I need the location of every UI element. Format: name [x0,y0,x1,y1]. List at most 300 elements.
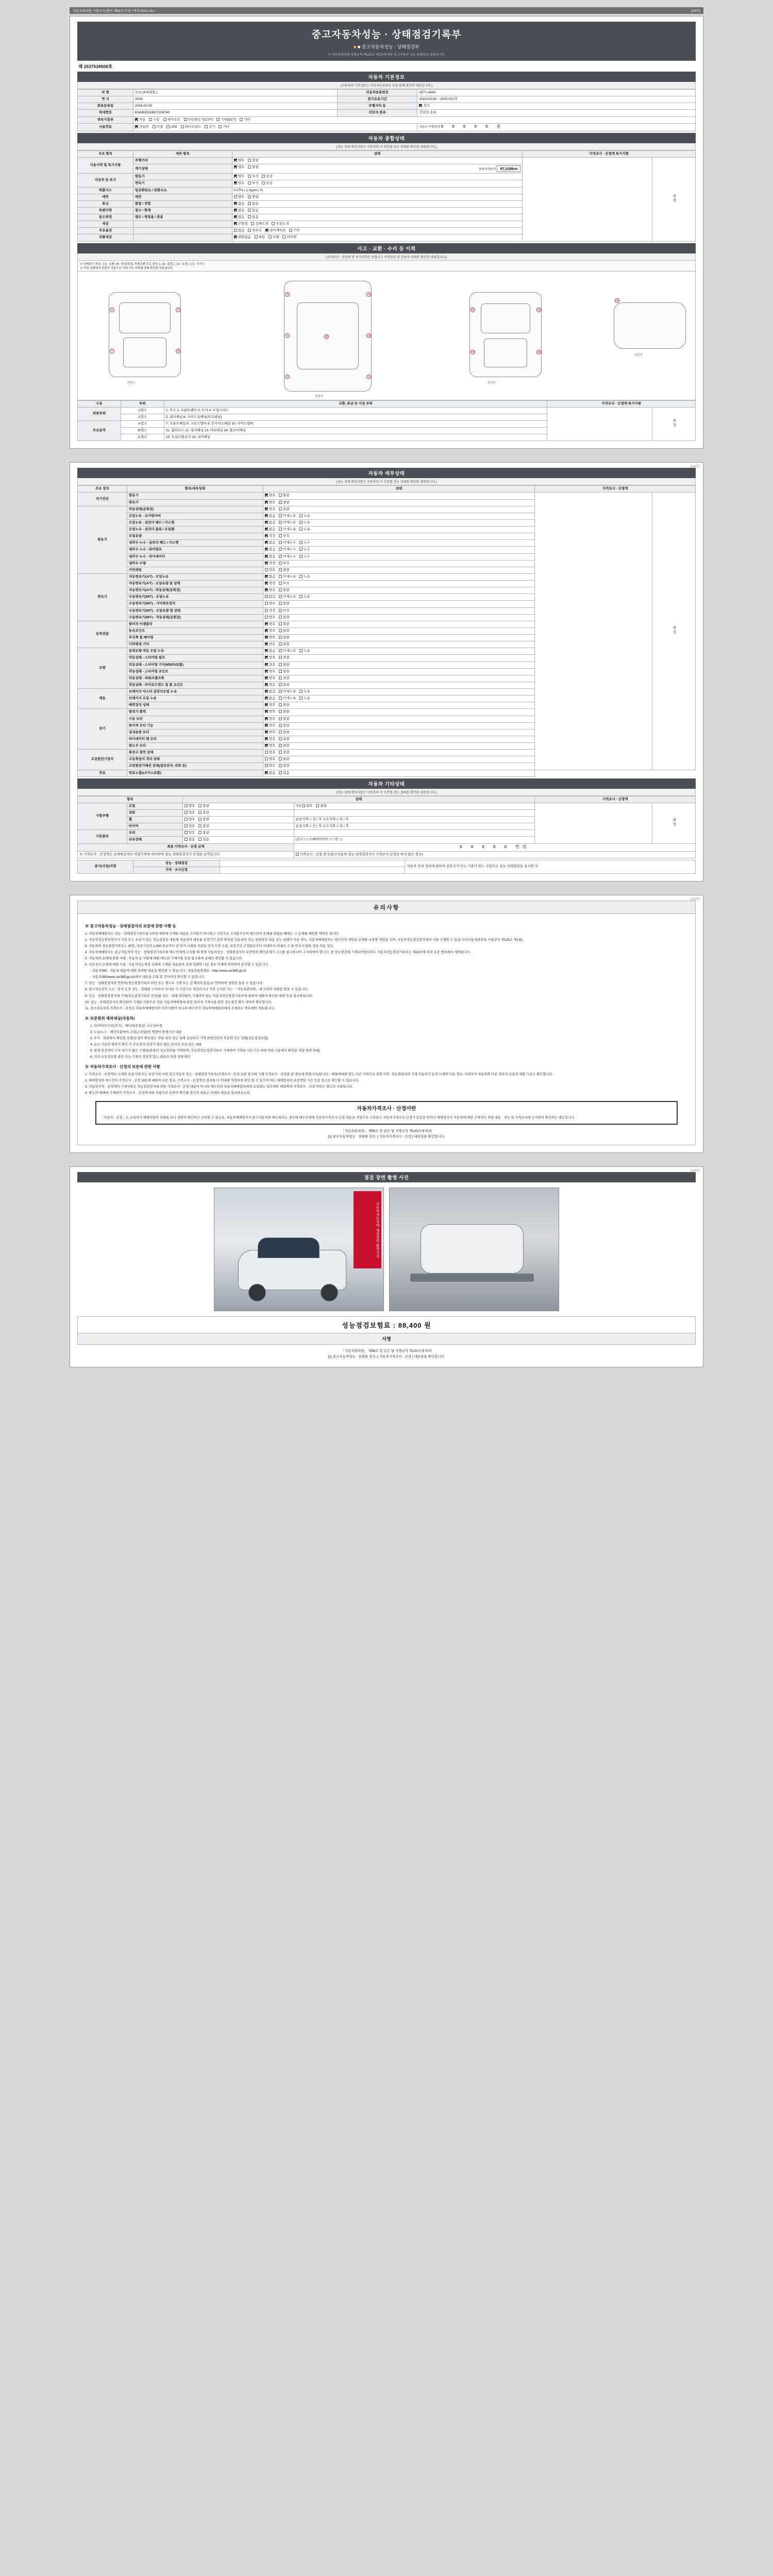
opt-ok[interactable]: 적정 [265,562,276,566]
checkbox-icon[interactable] [265,642,268,646]
checkbox-icon[interactable] [248,165,251,168]
checkbox-icon[interactable] [234,175,237,178]
checkbox-icon[interactable] [279,676,282,680]
checkbox-icon[interactable] [419,104,422,107]
checkbox-icon[interactable] [279,507,282,511]
opt-minor[interactable]: 미세누수 [279,555,296,559]
checkbox-icon[interactable] [265,229,268,232]
opt-good[interactable]: 양호 [265,724,276,728]
opt-bad[interactable]: 불량 [279,588,290,592]
opt-ok[interactable]: 적정 [265,582,276,586]
opt-good[interactable]: 양호 [265,494,276,498]
checkbox-icon[interactable] [265,541,268,544]
checkbox-icon[interactable] [279,690,282,693]
opt-yes[interactable]: 있음 [248,202,259,206]
opt-yes[interactable]: 있음 [198,838,209,842]
opt-kmcheck[interactable]: 검사 [419,104,430,108]
opt-electric[interactable]: 전기 [205,125,215,129]
opt-notdone[interactable]: 미이행 [282,235,296,240]
checkbox-icon[interactable] [265,636,268,639]
opt-na[interactable]: 해당없음 [234,235,251,240]
opt-good[interactable]: 양호 [234,195,245,199]
checkbox-icon[interactable] [184,118,187,121]
checkbox-icon[interactable] [299,697,303,700]
checkbox-icon[interactable] [279,697,282,700]
opt-bad[interactable]: 불량 [279,683,290,687]
opt-good[interactable]: 양호 [184,804,195,808]
opt-etc[interactable]: 기타 [240,118,250,122]
checkbox-icon[interactable] [262,175,265,178]
opt-leak[interactable]: 누유 [299,697,310,701]
checkbox-icon[interactable] [181,125,184,128]
checkbox-icon[interactable] [265,656,268,659]
checkbox-icon[interactable] [265,609,268,612]
checkbox-icon[interactable] [279,568,282,571]
opt-bad[interactable]: 불량 [279,494,290,498]
checkbox-icon[interactable] [234,165,237,168]
checkbox-icon[interactable] [289,229,292,232]
opt-leak[interactable]: 누유 [299,690,310,694]
checkbox-icon[interactable] [265,676,268,680]
opt-good[interactable]: 양호 [234,181,245,185]
opt-partpaint[interactable]: 부분도색 [272,222,289,226]
checkbox-icon[interactable] [279,534,282,537]
checkbox-icon[interactable] [234,235,237,239]
opt-minor[interactable]: 미세누유 [279,575,296,579]
checkbox-icon[interactable] [184,824,188,827]
opt-good[interactable]: 양호 [265,670,276,674]
opt-bad[interactable]: 불량 [279,744,290,748]
opt-bad[interactable]: 불량 [279,642,290,647]
opt-good[interactable]: 양호 [234,159,245,163]
checkbox-icon[interactable] [248,209,251,212]
opt-ok[interactable]: 적정 [265,609,276,613]
checkbox-icon[interactable] [279,616,282,619]
checkbox-icon[interactable] [265,562,268,565]
checkbox-icon[interactable] [265,724,268,727]
checkbox-icon[interactable] [279,595,282,598]
opt-good[interactable]: 양호 [184,811,195,815]
checkbox-icon[interactable] [135,125,138,128]
checkbox-icon[interactable] [265,582,268,585]
opt-none[interactable]: 없음 [265,690,276,694]
opt-none[interactable]: 없음 [265,697,276,701]
opt-good[interactable]: 양호 [265,588,276,592]
checkbox-icon[interactable] [316,804,319,807]
opt-none[interactable]: 없음 [265,548,276,552]
checkbox-icon[interactable] [265,710,268,713]
checkbox-icon[interactable] [149,118,152,121]
checkbox-icon[interactable] [234,181,237,184]
opt-bad[interactable]: 불량 [279,737,290,741]
checkbox-icon[interactable] [216,118,220,121]
checkbox-icon[interactable] [265,501,268,504]
checkbox-icon[interactable] [205,125,208,128]
checkbox-icon[interactable] [255,235,258,239]
opt-bad[interactable]: 불량 [279,656,290,660]
checkbox-icon[interactable] [184,818,188,821]
opt-none[interactable]: 없음 [265,649,276,653]
checkbox-icon[interactable] [265,507,268,511]
opt-bad[interactable]: 불량 [279,501,290,505]
opt-no-appraisal[interactable]: 가격조사 · 산정 불가(중고자동차 성능·상태점검자가 가격조사·산정을 하지 않은 경우) [296,853,423,857]
opt-bad[interactable]: 불량 [279,717,290,721]
checkbox-icon[interactable] [296,853,299,856]
checkbox-icon[interactable] [282,235,285,239]
checkbox-icon[interactable] [279,764,282,767]
checkbox-icon[interactable] [248,159,251,162]
opt-good[interactable]: 양호 [265,717,276,721]
opt-bad[interactable]: 불량 [279,764,290,768]
checkbox-icon[interactable] [279,636,282,639]
opt-good[interactable]: 양호 [265,710,276,714]
checkbox-icon[interactable] [248,215,251,218]
checkbox-icon[interactable] [299,595,303,598]
checkbox-icon[interactable] [265,771,268,774]
checkbox-icon[interactable] [279,771,282,774]
opt-yes[interactable]: 있음 [248,209,259,213]
opt-good[interactable]: 양호 [265,507,276,512]
opt-good[interactable]: 양호 [265,757,276,761]
checkbox-icon[interactable] [279,582,282,585]
checkbox-icon[interactable] [279,514,282,517]
opt-damaged[interactable]: 손상 [262,175,273,179]
opt-good[interactable]: 양호 [265,642,276,647]
checkbox-icon[interactable] [279,575,282,578]
checkbox-icon[interactable] [265,670,268,673]
checkbox-icon[interactable] [234,209,237,212]
checkbox-icon[interactable] [198,811,201,814]
opt-yes[interactable]: 있음 [248,215,259,219]
opt-diesel[interactable]: 디젤 [153,125,163,129]
checkbox-icon[interactable] [198,824,201,827]
checkbox-icon[interactable] [265,717,268,720]
checkbox-icon[interactable] [299,528,303,531]
checkbox-icon[interactable] [272,222,275,225]
checkbox-icon[interactable] [265,703,268,706]
opt-good[interactable]: 양호 [265,703,276,707]
checkbox-icon[interactable] [265,737,268,740]
checkbox-icon[interactable] [265,602,268,605]
checkbox-icon[interactable] [279,710,282,713]
opt-bad[interactable]: 불량 [198,831,209,835]
opt-good[interactable]: 양호 [265,764,276,768]
checkbox-icon[interactable] [234,159,237,162]
opt-bad[interactable]: 불량 [198,811,209,815]
checkbox-icon[interactable] [198,804,201,807]
opt-minor[interactable]: 미세누유 [279,697,296,701]
opt-applicable[interactable]: 해당 [255,235,265,240]
checkbox-icon[interactable] [248,181,251,184]
checkbox-icon[interactable] [265,588,268,591]
checkbox-icon[interactable] [299,521,303,524]
opt-good[interactable]: 양호 [265,501,276,505]
opt-good[interactable]: 양호 [265,751,276,755]
opt-none[interactable]: 없음 [234,215,245,219]
checkbox-icon[interactable] [279,588,282,591]
checkbox-icon[interactable] [248,202,251,205]
opt-none[interactable]: 없음 [234,209,245,213]
opt-none[interactable]: 없음 [265,771,276,775]
checkbox-icon[interactable] [265,534,268,537]
checkbox-icon[interactable] [265,764,268,767]
opt-hybrid[interactable]: 하이브리드 [181,125,201,129]
checkbox-icon[interactable] [265,568,268,571]
checkbox-icon[interactable] [153,125,156,128]
checkbox-icon[interactable] [279,555,282,558]
checkbox-icon[interactable] [265,548,268,551]
checkbox-icon[interactable] [234,195,237,198]
opt-done[interactable]: 이행 [268,235,279,240]
checkbox-icon[interactable] [240,118,243,121]
opt-good[interactable]: 양호 [265,602,276,606]
opt-low[interactable]: 부족 [279,609,290,613]
opt-none[interactable]: 없음 [265,575,276,579]
opt-bad[interactable]: 불량 [279,616,290,620]
checkbox-icon[interactable] [265,494,268,497]
checkbox-icon[interactable] [279,751,282,754]
opt-bad[interactable]: 불량 [279,757,290,761]
checkbox-icon[interactable] [184,831,188,834]
checkbox-icon[interactable] [265,751,268,754]
checkbox-icon[interactable] [279,622,282,625]
opt-good[interactable]: 양호 [265,656,276,660]
checkbox-icon[interactable] [279,501,282,504]
checkbox-icon[interactable] [234,229,237,232]
checkbox-icon[interactable] [279,737,282,740]
checkbox-icon[interactable] [279,717,282,720]
cell-value-price[interactable] [220,867,405,873]
checkbox-icon[interactable] [184,811,188,814]
opt-low[interactable]: 부족 [279,534,290,538]
opt-good[interactable]: 양호 [234,175,245,179]
checkbox-icon[interactable] [265,744,268,747]
checkbox-icon[interactable] [163,118,166,121]
opt-bad[interactable]: 불량 [198,804,209,808]
opt-bad[interactable]: 불량 [279,724,290,728]
checkbox-icon[interactable] [184,838,188,841]
checkbox-icon[interactable] [251,222,254,225]
opt-good[interactable]: 양호 [265,636,276,640]
opt-minor[interactable]: 미세누유 [279,514,296,518]
opt-good[interactable]: 양호 [184,818,195,822]
checkbox-icon[interactable] [268,235,272,239]
opt-bad[interactable]: 불량 [279,676,290,681]
opt-minor[interactable]: 미세누유 [279,521,296,525]
checkbox-icon[interactable] [265,616,268,619]
checkbox-icon[interactable] [262,181,265,184]
opt-minor[interactable]: 미세누유 [279,528,296,532]
cell-value-perf[interactable] [220,860,405,867]
opt-good[interactable]: 양호 [184,831,195,835]
opt-none[interactable]: 없음 [184,838,195,842]
checkbox-icon[interactable] [279,731,282,734]
checkbox-icon[interactable] [265,663,268,666]
opt-manual[interactable]: 수동 [149,118,160,122]
opt-none[interactable]: 없음 [265,555,276,559]
checkbox-icon[interactable] [302,804,305,807]
checkbox-icon[interactable] [166,125,170,128]
opt-good[interactable]: 양호 [184,824,195,828]
checkbox-icon[interactable] [265,595,268,598]
opt-leak[interactable]: 누유 [299,575,310,579]
checkbox-icon[interactable] [234,222,237,225]
opt-auto[interactable]: 자동 [135,118,146,122]
checkbox-icon[interactable] [219,125,222,128]
opt-low[interactable]: 부족 [279,582,290,586]
checkbox-icon[interactable] [279,602,282,605]
opt-leak[interactable]: 누유 [299,595,310,599]
opt-none[interactable]: 없음 [265,514,276,518]
opt-good[interactable]: 양호 [265,616,276,620]
checkbox-icon[interactable] [299,575,303,578]
opt-bad[interactable]: 불량 [279,602,290,606]
opt-minor[interactable]: 미세누유 [279,595,296,599]
opt-bad[interactable]: 불량 [279,731,290,735]
checkbox-icon[interactable] [198,818,201,821]
checkbox-icon[interactable] [248,195,251,198]
checkbox-icon[interactable] [279,521,282,524]
opt-bad[interactable]: 불량 [248,165,259,170]
checkbox-icon[interactable] [265,521,268,524]
opt-bad[interactable]: 불량 [279,663,290,667]
checkbox-icon[interactable] [279,562,282,565]
opt-cvt[interactable]: 무단변속기(CVT) [184,118,213,122]
opt-good[interactable]: 양호 [302,804,313,808]
opt-leak[interactable]: 누수 [299,548,310,552]
opt-good[interactable]: 양호 [265,731,276,735]
opt-none[interactable]: 없음 [234,229,245,233]
opt-etc[interactable]: 기타 [289,229,300,233]
opt-minor[interactable]: 미세누유 [279,690,296,694]
opt-leak[interactable]: 누유 [299,521,310,525]
checkbox-icon[interactable] [265,514,268,517]
checkbox-icon[interactable] [279,656,282,659]
opt-bad[interactable]: 불량 [198,824,209,828]
checkbox-icon[interactable] [265,697,268,700]
checkbox-icon[interactable] [279,528,282,531]
opt-leak[interactable]: 누유 [299,528,310,532]
opt-ok[interactable]: 적정 [265,534,276,538]
checkbox-icon[interactable] [279,703,282,706]
checkbox-icon[interactable] [265,649,268,652]
opt-leak[interactable]: 누유 [299,514,310,518]
opt-fuel-etc[interactable]: 기타 [219,125,229,129]
checkbox-icon[interactable] [248,175,251,178]
opt-nochange[interactable]: 무변경 [234,222,248,226]
checkbox-icon[interactable] [265,575,268,578]
checkbox-icon[interactable] [279,541,282,544]
checkbox-icon[interactable] [299,548,303,551]
opt-bad[interactable]: 불량 [279,629,290,633]
checkbox-icon[interactable] [279,548,282,551]
checkbox-icon[interactable] [299,690,303,693]
checkbox-icon[interactable] [279,670,282,673]
opt-minor[interactable]: 미세누유 [279,649,296,653]
opt-minor[interactable]: 미세누수 [279,548,296,552]
opt-bad[interactable]: 불량 [279,507,290,512]
checkbox-icon[interactable] [279,649,282,652]
opt-corroded[interactable]: 부식 [248,181,259,185]
checkbox-icon[interactable] [265,528,268,531]
checkbox-icon[interactable] [265,690,268,693]
checkbox-icon[interactable] [265,629,268,632]
checkbox-icon[interactable] [184,804,188,807]
checkbox-icon[interactable] [265,622,268,625]
opt-bad[interactable]: 불량 [279,751,290,755]
checkbox-icon[interactable] [265,555,268,558]
checkbox-icon[interactable] [198,831,201,834]
opt-minor[interactable]: 미세누수 [279,541,296,545]
checkbox-icon[interactable] [234,215,237,218]
checkbox-icon[interactable] [265,757,268,760]
opt-bad[interactable]: 불량 [316,804,327,808]
checkbox-icon[interactable] [279,494,282,497]
opt-bad[interactable]: 불량 [279,670,290,674]
opt-sunroof[interactable]: 썬루프 [248,229,262,233]
opt-none[interactable]: 없음 [265,595,276,599]
checkbox-icon[interactable] [265,683,268,686]
opt-leak[interactable]: 누유 [299,649,310,653]
opt-good[interactable]: 양호 [265,676,276,681]
opt-none[interactable]: 없음 [265,521,276,525]
checkbox-icon[interactable] [198,838,201,841]
opt-bad[interactable]: 불량 [248,195,259,199]
opt-good[interactable]: 양호 [265,622,276,626]
checkbox-icon[interactable] [248,229,251,232]
opt-none[interactable]: 없음 [234,202,245,206]
opt-low[interactable]: 부족 [279,562,290,566]
opt-good[interactable]: 양호 [265,568,276,572]
opt-none[interactable]: 없음 [265,528,276,532]
checkbox-icon[interactable] [299,649,303,652]
checkbox-icon[interactable] [299,541,303,544]
opt-bad[interactable]: 불량 [279,636,290,640]
opt-navigation[interactable]: 내비게이션 [265,229,285,233]
opt-bad[interactable]: 불량 [279,622,290,626]
checkbox-icon[interactable] [279,609,282,612]
opt-good[interactable]: 양호 [265,629,276,633]
checkbox-icon[interactable] [135,118,138,121]
opt-leak[interactable]: 누수 [299,541,310,545]
opt-bad[interactable]: 불량 [279,568,290,572]
opt-none[interactable]: 없음 [265,541,276,545]
opt-good[interactable]: 양호 [265,683,276,687]
opt-good[interactable]: 양호 [265,744,276,748]
checkbox-icon[interactable] [234,202,237,205]
checkbox-icon[interactable] [265,731,268,734]
checkbox-icon[interactable] [279,663,282,666]
checkbox-icon[interactable] [279,757,282,760]
checkbox-icon[interactable] [279,724,282,727]
checkbox-icon[interactable] [279,744,282,747]
opt-damaged[interactable]: 손상 [262,181,273,185]
checkbox-icon[interactable] [279,642,282,646]
opt-bad[interactable]: 불량 [198,818,209,822]
opt-corroded[interactable]: 부식 [248,175,259,179]
checkbox-icon[interactable] [279,629,282,632]
checkbox-icon[interactable] [299,555,303,558]
opt-lpg[interactable]: LPG [166,125,177,129]
opt-good[interactable]: 양호 [265,737,276,741]
opt-dct[interactable]: 기타(DCT) [216,118,236,122]
checkbox-icon[interactable] [279,683,282,686]
opt-gasoline[interactable]: 가솔린 [135,125,149,129]
opt-fullpaint[interactable]: 전체도색 [251,222,268,226]
opt-bad[interactable]: 불량 [279,703,290,707]
opt-semiauto[interactable]: 세미오토 [163,118,180,122]
opt-good[interactable]: 양호 [265,663,276,667]
